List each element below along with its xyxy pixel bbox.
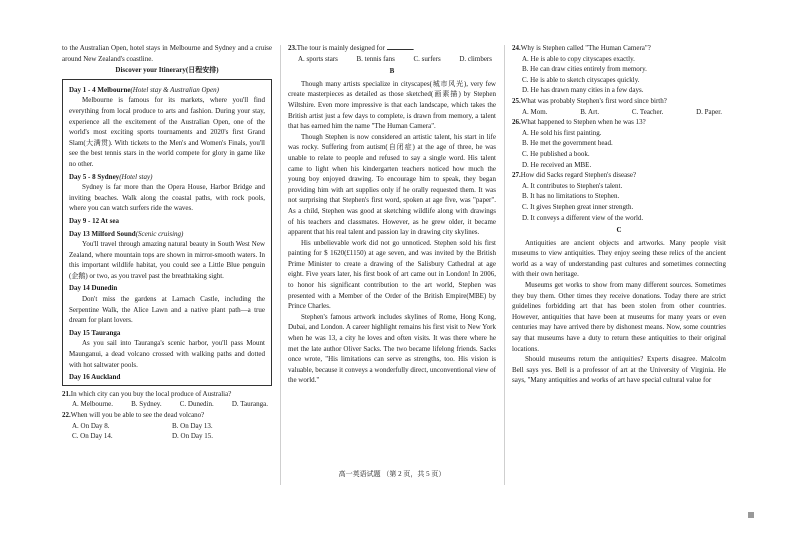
option-b[interactable]: B. It has no limitations to Stephen. (522, 192, 620, 201)
question-text-end: . (412, 44, 415, 52)
column-left (62, 43, 272, 442)
option-d[interactable]: D. Paper. (696, 107, 722, 116)
day-head: Day 14 Dunedin (69, 284, 118, 293)
day-body: As you sail into Tauranga's scenic harbor, you'll pass Mount Maunganui, a dead volcano crossed with walking paths and dotted with hot saltwater pools. (69, 339, 265, 369)
day-head: Day 9 - 12 At sea (69, 216, 119, 225)
day-body: Don't miss the gardens at Larnach Castle, including the Serpentine Walk, the Alice Lawn and a native plant path—a true dream for plant lovers. (69, 295, 265, 325)
day-block-3 (69, 216, 265, 227)
option-d[interactable]: D. It conveys a different view of the world. (522, 213, 644, 222)
option-b[interactable]: B. He met the government head. (522, 139, 613, 148)
passage-paragraph: Though Stephen is now considered an artistic talent, his start in life was rocky. Suffering from autism(自闭症) at the age of three, he was unable to relate to people and refused to say a single word. His talent came to light when his kindergarten teachers noticed how much the young boy enjoyed drawing. To encourage him to speak, they began providing him with art supplies only if he orally requested them. It was not surprising that Stephen's first word, spoken at age five, was "paper". As a child, Stephen was good at sketching wildlife along with drawings of his teachers and classmates. However, as he grew older, it became apparent that his real talent and passion lay in drawing city skylines. (288, 132, 496, 237)
itinerary-box (62, 79, 272, 386)
day-body: Sydney is far more than the Opera House, Harbor Bridge and inviting beaches. Walk along the coastal paths, with rock pools, where you can watch surfers ride the waves. (69, 183, 265, 213)
option-a[interactable]: A. Melbourne. (72, 400, 114, 409)
passage-paragraph: Stephen's famous artwork includes skylines of Rome, Hong Kong, Dubai, and London. A career highlight remains his first visit to New York when he was 13, a city he loves and often visits. It was there where he met the late author Oliver Sacks. The two became lifelong friends. Sacks once wrote, "His limitations can serve as strengths, too. His vision is valuable, because it conveys a wonderfully direct, unconventional view of the world." (288, 312, 496, 385)
option-c[interactable]: C. Dunedin. (179, 400, 214, 409)
option-a[interactable]: A. He sold his first painting. (522, 128, 602, 137)
question-text: In which city can you buy the local produce of Australia? (70, 389, 232, 398)
question-25 (512, 96, 726, 117)
option-a[interactable]: A. He is able to copy cityscapes exactly. (522, 54, 635, 63)
option-a[interactable]: A. sports stars (298, 54, 338, 63)
question-number: 22. (62, 411, 71, 419)
question-text: How did Sacks regard Stephen's disease? (520, 171, 637, 180)
question-27 (512, 170, 726, 223)
section-heading: B (389, 67, 395, 76)
day-block-4 (69, 229, 265, 282)
day-block-1 (69, 85, 265, 170)
question-number: 23. (288, 44, 297, 52)
option-b[interactable]: B. tennis fans (356, 54, 395, 63)
watermark-icon (748, 512, 754, 518)
option-d[interactable]: D. Tauranga. (231, 400, 268, 409)
day-block-2 (69, 172, 265, 214)
option-b[interactable]: B. On Day 13. (172, 421, 213, 430)
question-number: 26. (512, 118, 521, 127)
question-text: Why is Stephen called "The Human Camera"? (520, 44, 651, 52)
passage-paragraph: Though many artists specialize in cityscapes(城市风光), very few create masterpieces as detailed as those sketched(画素描) by Stephen Wiltshire. Even more impressive is that each landscape, which takes the British artist just a few days to complete, is drawn from memory, a talent that has earned him the name "The Human Camera". (288, 79, 496, 131)
column-divider (280, 45, 281, 485)
day-block-5 (69, 283, 265, 325)
answer-blank (387, 43, 413, 50)
option-b[interactable]: B. Art. (580, 107, 600, 116)
option-c[interactable]: C. Teacher. (631, 107, 664, 116)
scanner-watermark (748, 510, 778, 520)
question-text: What was probably Stephen's first word since birth? (520, 96, 667, 105)
passage-paragraph: Antiquities are ancient objects and artworks. Many people visit museums to view antiquities. They enjoy seeing these relics of the ancient world as a way of understanding past cultures and sometimes connecting with their own heritage. (512, 238, 726, 279)
question-number: 27. (512, 171, 521, 180)
day-block-7 (69, 372, 265, 383)
passage-paragraph: His unbelievable work did not go unnoticed. Stephen sold his first painting for $ 1620(£1150) at age seven, and was invited by the British Prime Minister to create a drawing of the Salisbury Cathedral at age eight. Five years later, his first book of art came out in London! In 2006, to honor his significant contribution to the art world, Stephen was presented with a Member of the Order of the British Empire(MBE) by Prince Charles. (288, 238, 496, 311)
question-number: 24. (512, 44, 521, 52)
option-c[interactable]: C. He is able to sketch cityscapes quickly. (522, 75, 640, 84)
option-d[interactable]: D. He has drawn many cities in a few days. (522, 86, 644, 95)
day-head: Day 16 Auckland (69, 373, 121, 382)
section-heading: C (616, 226, 622, 235)
day-head: Day 15 Tauranga (69, 328, 121, 337)
option-a[interactable]: A. On Day 8. (72, 421, 110, 430)
option-c[interactable]: C. On Day 14. (72, 432, 113, 441)
option-b[interactable]: B. Sydney. (131, 400, 162, 409)
column-divider (504, 45, 505, 485)
option-d[interactable]: D. On Day 15. (172, 432, 214, 441)
day-body: You'll travel through amazing natural beauty in South West New Zealand, where mountain tops are shown in mirror-smooth waters. In this important wildlife habitat, you could see a Little Blue penguin (企鹅) or two, as you travel past the breathtaking sight. (69, 240, 265, 280)
question-number: 21. (62, 389, 71, 398)
day-block-6 (69, 328, 265, 370)
question-21 (62, 389, 272, 410)
option-c[interactable]: C. It gives Stephen great inner strength. (522, 202, 634, 211)
question-24 (512, 43, 726, 96)
day-head: Day 1 - 4 Melbourne (69, 85, 131, 94)
day-head: Day 13 Milford Sound (69, 229, 136, 238)
intro-text: to the Australian Open, hotel stays in Melbourne and Sydney and a cruise around New Zealand's coastline. (62, 44, 272, 63)
day-head: Day 5 - 8 Sydney (69, 172, 120, 181)
day-note: (Scenic cruising) (135, 229, 184, 238)
option-a[interactable]: A. Mom. (522, 107, 548, 116)
option-b[interactable]: B. He can draw cities entirely from memory. (522, 65, 647, 74)
option-d[interactable]: D. He received an MBE. (522, 160, 592, 169)
day-note: (Hotel stay & Australian Open) (130, 85, 219, 94)
day-note: (Hotel stay) (119, 172, 153, 181)
question-23 (288, 43, 496, 64)
question-text: When will you be able to see the dead volcano? (70, 411, 205, 419)
passage-paragraph: Museums get works to show from many different sources. Sometimes they buy them. Other times they receive donations. Today there are strict guidelines forbidding art that has been stolen from other countries. However, antiquities that have been at museums for many years or even centuries may have arrived there by dishonest means. Now, some countries say that museums have a duty to return these antiquities to their original locations. (512, 281, 726, 353)
question-text: What happened to Stephen when he was 13? (520, 118, 646, 127)
option-c[interactable]: C. surfers (413, 54, 441, 63)
question-text: The tour is mainly designed for (296, 44, 385, 52)
passage-paragraph: Should museums return the antiquities? Experts disagree. Malcolm Bell says yes. Bell is a professor of art at the University of Virginia. He says, "Many antiquities and works of art have special cultural value for (512, 355, 726, 385)
column-right (512, 43, 726, 386)
itinerary-title: Discover your Itinerary(日程安排) (115, 66, 219, 75)
question-26 (512, 117, 726, 170)
option-a[interactable]: A. It contributes to Stephen's talent. (522, 181, 623, 190)
column-middle (288, 43, 496, 386)
page-footer: 高一英语试题 （第 2 页，共 5 页） (338, 470, 446, 478)
day-body: Melbourne is famous for its markets, where you'll find everything from local produce to arts and fashion. During your stay, experience all the excitement of the Australian Open, one of the world's most exciting sports tournaments and 2020's first Grand Slam(大满贯). With tickets to the Men's and Women's Finals, you'll see the best tennis stars in the world compete for glory in game like no other. (69, 96, 265, 168)
question-22 (62, 410, 272, 442)
option-d[interactable]: D. climbers (459, 54, 492, 63)
option-c[interactable]: C. He published a book. (522, 149, 590, 158)
question-number: 25. (512, 96, 521, 105)
